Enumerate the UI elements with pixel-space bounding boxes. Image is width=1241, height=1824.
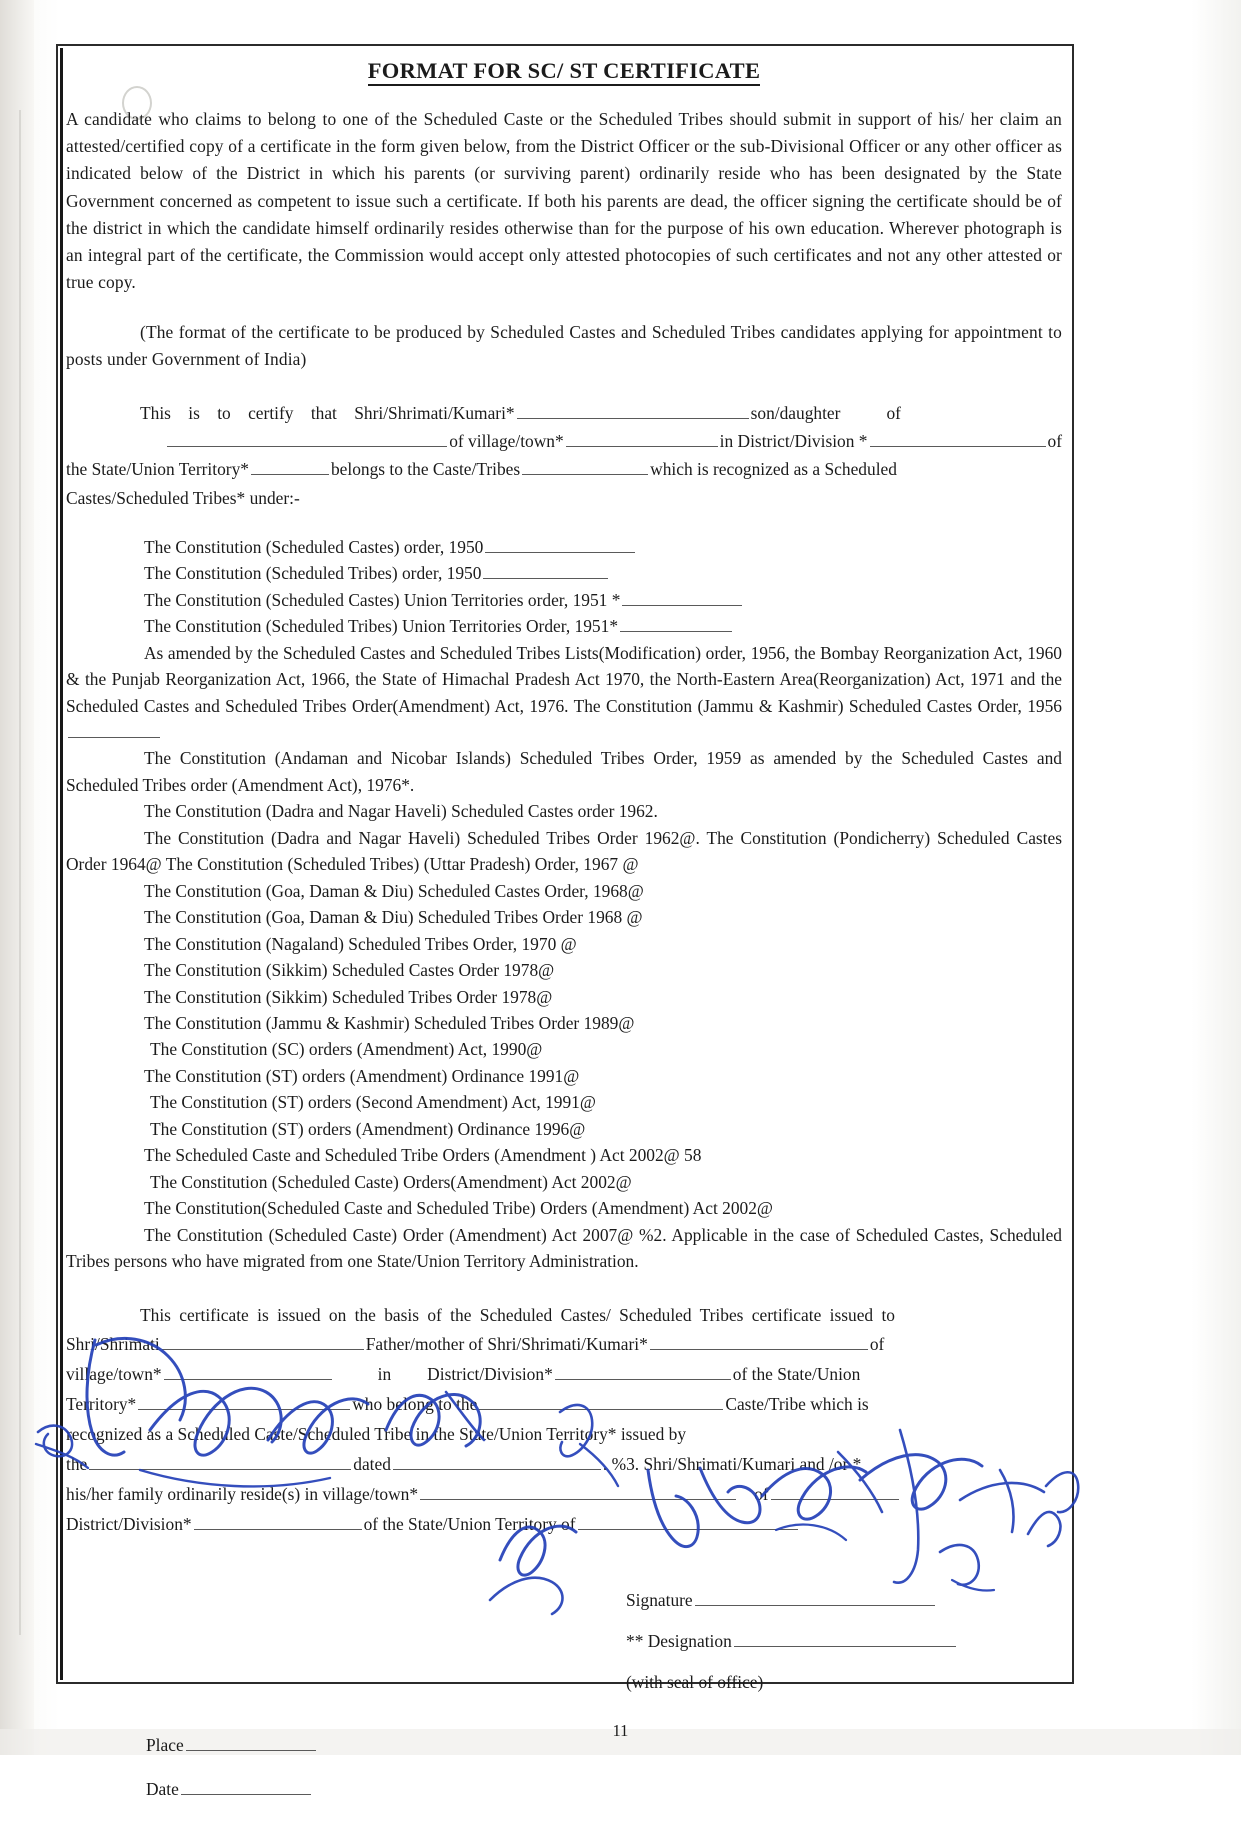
- issued-line-5: recognized as a Scheduled Caste/Scheduled Tribe in the State/Union Territory* issued by: [66, 1424, 687, 1445]
- blank-father-name[interactable]: [162, 1334, 364, 1350]
- order-item-text: The Constitution (Scheduled Tribes) Union Territories Order, 1951*: [144, 616, 619, 637]
- order-item-text: The Constitution (Scheduled Caste) Order (Amendment) Act 2007@ %2. Applicable in the case of Scheduled Castes, Scheduled Tribes persons who have migrated from one State/Union Territory Administration.: [66, 1224, 1062, 1272]
- format-note: (The format of the certificate to be produced by Scheduled Castes and Scheduled Tribes candidates applying for appointment to posts under Government of India): [66, 321, 1062, 369]
- certify-line-1: [66, 399, 1062, 427]
- order-item-text: The Scheduled Caste and Scheduled Tribe Orders (Amendment ) Act 2002@ 58: [144, 1145, 702, 1166]
- issued-l4-territory: Territory*: [66, 1394, 137, 1415]
- blank-family-village[interactable]: [420, 1484, 736, 1500]
- order-blank[interactable]: [622, 590, 742, 606]
- page-title-text: FORMAT FOR SC/ ST CERTIFICATE: [368, 58, 761, 86]
- issued-l8-district: District/Division*: [66, 1514, 192, 1535]
- order-item-text: The Constitution (Scheduled Tribes) order, 1950: [144, 563, 482, 584]
- order-item: [66, 1010, 1062, 1036]
- order-item: [66, 798, 1062, 824]
- order-item-text: As amended by the Scheduled Castes and Scheduled Tribes Lists(Modification) order, 1956, the Bombay Reorganization Act, 1960 & the Punjab Reorganization Act, 1966, the State of Himachal Pradesh Act 1970, the North-Eastern Area(Reorganization) Act, 1971 and the Scheduled Castes and Scheduled Tribes Order(Amendment) Act, 1976. The Constitution (Jammu & Kashmir) Scheduled Castes Order, 1956: [66, 642, 1062, 716]
- page-title: [66, 58, 1062, 84]
- blank-issuer[interactable]: [89, 1454, 351, 1470]
- issued-l6-note: . %3. Shri/Shrimati/Kumari and /or *: [602, 1454, 862, 1475]
- order-item-text: The Constitution (Dadra and Nagar Haveli) Scheduled Castes order 1962.: [144, 801, 658, 822]
- date-label: Date: [146, 1778, 179, 1799]
- order-item: [66, 1195, 1062, 1221]
- order-item-text: The Constitution (Scheduled Castes) Union Territories order, 1951 *: [144, 589, 621, 610]
- blank-caste[interactable]: [522, 459, 648, 475]
- scan-fold-line: [19, 110, 21, 1635]
- designation-label: ** Designation: [626, 1630, 732, 1651]
- issued-line-6: [66, 1450, 1062, 1480]
- blank-village[interactable]: [566, 431, 718, 447]
- issued-l8-state: of the State/Union Territory of: [363, 1514, 576, 1535]
- issued-l2-of: of: [869, 1334, 885, 1355]
- order-item: [66, 1116, 1062, 1142]
- blank-name[interactable]: [517, 403, 749, 419]
- order-item: [66, 1036, 1062, 1062]
- order-item-text: The Constitution (Jammu & Kashmir) Scheduled Tribes Order 1989@: [144, 1013, 635, 1034]
- order-item: [66, 984, 1062, 1010]
- order-item: [66, 613, 1062, 639]
- seal-row: [626, 1662, 1056, 1703]
- blank-family-of[interactable]: [771, 1484, 899, 1500]
- issued-l3-district: District/Division*: [427, 1364, 553, 1385]
- order-item-text: The Constitution (Scheduled Caste) Orders(Amendment) Act 2002@: [150, 1171, 632, 1192]
- certify-block: [66, 399, 1062, 512]
- issued-l7-of: of: [754, 1484, 769, 1505]
- order-blank[interactable]: [483, 563, 608, 579]
- issued-l6-dated: dated: [353, 1454, 391, 1475]
- blank-signature[interactable]: [695, 1590, 935, 1606]
- issued-l3-village: village/town*: [66, 1364, 162, 1385]
- blank-district[interactable]: [870, 431, 1046, 447]
- issued-block: [66, 1301, 1062, 1541]
- issued-l2-shri: Shri/Shrimati: [66, 1334, 160, 1355]
- order-item-text: The Constitution (SC) orders (Amendment) Act, 1990@: [150, 1039, 543, 1060]
- certify-line-2: [66, 427, 1062, 455]
- order-item: [66, 957, 1062, 983]
- order-item-text: The Constitution (ST) orders (Amendment) Ordinance 1991@: [144, 1065, 580, 1086]
- blank-designation[interactable]: [734, 1631, 956, 1647]
- intro-paragraph: A candidate who claims to belong to one of the Scheduled Caste or the Scheduled Tribes should submit in support of his/ her claim an attested/certified copy of a certificate in the form given below, from the District Officer or the sub-Divisional Officer or any other officer as indicated below of the District in which his parents (or surviving parent) ordinarily reside who has been designated by the State Government concerned as competent to issue such a certificate. If both his parents are dead, the officer signing the certificate should be of the district in which the candidate himself ordinarily resides otherwise than for the purpose of his own education. Wherever photograph is an integral part of the certificate, the Commission would accept only attested photocopies of such certificates and not any other attested or true copy.: [66, 109, 1062, 293]
- certify-line1-son-daughter: son/daughter: [750, 403, 841, 424]
- issued-l3-state: of the State/Union: [732, 1364, 861, 1385]
- blank-family-state[interactable]: [578, 1514, 798, 1530]
- orders-list: [66, 534, 1062, 1275]
- certify-line-3: [66, 455, 1062, 483]
- certify-line2-village: of village/town*: [449, 431, 564, 452]
- order-item-text: The Constitution (Sikkim) Scheduled Tribes Order 1978@: [144, 986, 553, 1007]
- date-row: [146, 1768, 318, 1812]
- issued-l3-in: in: [377, 1364, 392, 1385]
- issued-l2-father: Father/mother of Shri/Shrimati/Kumari*: [365, 1334, 648, 1355]
- issued-line-8: [66, 1510, 1062, 1540]
- blank-date[interactable]: [181, 1779, 311, 1795]
- certify-line2-of: of: [1047, 431, 1062, 452]
- issued-line-1: This certificate is issued on the basis of the Scheduled Castes/ Scheduled Tribes certificate issued to: [140, 1304, 895, 1325]
- blank-issued-village[interactable]: [164, 1364, 332, 1380]
- order-item: [66, 1089, 1062, 1115]
- order-item-text: The Constitution (Sikkim) Scheduled Castes Order 1978@: [144, 960, 555, 981]
- order-item-text: The Constitution (Andaman and Nicobar Islands) Scheduled Tribes Order, 1959 as amended by the Scheduled Castes and Scheduled Tribes order (Amendment Act), 1976*.: [66, 748, 1062, 795]
- blank-issued-district[interactable]: [555, 1364, 731, 1380]
- issued-l6-the: the: [66, 1454, 88, 1475]
- issued-line-4: [66, 1390, 1062, 1420]
- issued-l7-family: his/her family ordinarily reside(s) in village/town*: [66, 1484, 419, 1505]
- document-content: [66, 50, 1062, 1824]
- order-item-text: The Constitution (ST) orders (Amendment) Ordinance 1996@: [150, 1118, 586, 1139]
- order-item: [66, 1169, 1062, 1195]
- seal-label: (with seal of office): [626, 1671, 764, 1692]
- certify-line3-belongs: belongs to the Caste/Tribes: [330, 459, 521, 480]
- order-item: [66, 534, 1062, 560]
- signature-row: [626, 1580, 1056, 1621]
- blank-candidate-name[interactable]: [650, 1334, 868, 1350]
- order-blank[interactable]: [485, 537, 635, 553]
- order-item: [66, 1142, 1062, 1168]
- certify-line3-recognized: which is recognized as a Scheduled: [650, 459, 897, 480]
- order-item: [66, 587, 1062, 613]
- order-item-text: The Constitution (Goa, Daman & Diu) Scheduled Tribes Order 1968 @: [144, 907, 643, 928]
- blank-issued-territory[interactable]: [138, 1394, 350, 1410]
- signature-fields: [626, 1580, 1056, 1703]
- certify-line2-district: in District/Division *: [719, 431, 868, 452]
- issued-line-7: [66, 1480, 1062, 1510]
- certify-line1-lead: This is to certify that Shri/Shrimati/Kumari*: [140, 403, 515, 424]
- page-number: 11: [612, 1721, 629, 1740]
- certify-line-4: Castes/Scheduled Tribes* under:-: [66, 487, 300, 508]
- order-item: [66, 825, 1062, 878]
- order-item-text: The Constitution (Scheduled Castes) order, 1950: [144, 536, 484, 557]
- order-item-text: The Constitution (ST) orders (Second Amendment) Act, 1991@: [150, 1092, 596, 1113]
- order-blank[interactable]: [620, 616, 732, 632]
- order-item-text: The Constitution (Nagaland) Scheduled Tribes Order, 1970 @: [144, 933, 577, 954]
- blank-date-issued[interactable]: [393, 1454, 601, 1470]
- order-item: [66, 1063, 1062, 1089]
- order-item: [66, 745, 1062, 798]
- issued-line-3: [66, 1360, 1062, 1390]
- signature-label: Signature: [626, 1590, 693, 1611]
- order-item-text: The Constitution (Dadra and Nagar Haveli) Scheduled Tribes Order 1962@. The Constitution (Pondicherry) Scheduled Castes Order 1964@ The Constitution (Scheduled Tribes) (Uttar Pradesh) Order, 1967 @: [66, 827, 1062, 875]
- issued-line-2: [66, 1330, 1062, 1360]
- order-item-text: The Constitution (Goa, Daman & Diu) Scheduled Castes Order, 1968@: [144, 880, 644, 901]
- blank-parent[interactable]: [167, 431, 447, 447]
- issued-l4-belong: who belong to the: [352, 1394, 478, 1415]
- place-label: Place: [146, 1735, 184, 1756]
- order-item: [66, 560, 1062, 586]
- order-blank[interactable]: [68, 722, 160, 738]
- signature-area: [66, 1574, 1062, 1824]
- order-item: [66, 1222, 1062, 1275]
- blank-issued-caste[interactable]: [479, 1394, 723, 1410]
- blank-state[interactable]: [251, 459, 329, 475]
- designation-row: [626, 1621, 1056, 1662]
- order-item-text: The Constitution(Scheduled Caste and Scheduled Tribe) Orders (Amendment) Act 2002@: [144, 1198, 773, 1219]
- order-item: [66, 904, 1062, 930]
- blank-family-district[interactable]: [194, 1514, 362, 1530]
- order-item: [66, 878, 1062, 904]
- order-item: [66, 931, 1062, 957]
- certify-line3-state: the State/Union Territory*: [66, 459, 249, 480]
- certify-line1-of: of: [886, 403, 901, 424]
- scan-left-edge: [0, 0, 34, 1755]
- issued-l4-caste: Caste/Tribe which is: [725, 1394, 869, 1415]
- order-item: [66, 640, 1062, 746]
